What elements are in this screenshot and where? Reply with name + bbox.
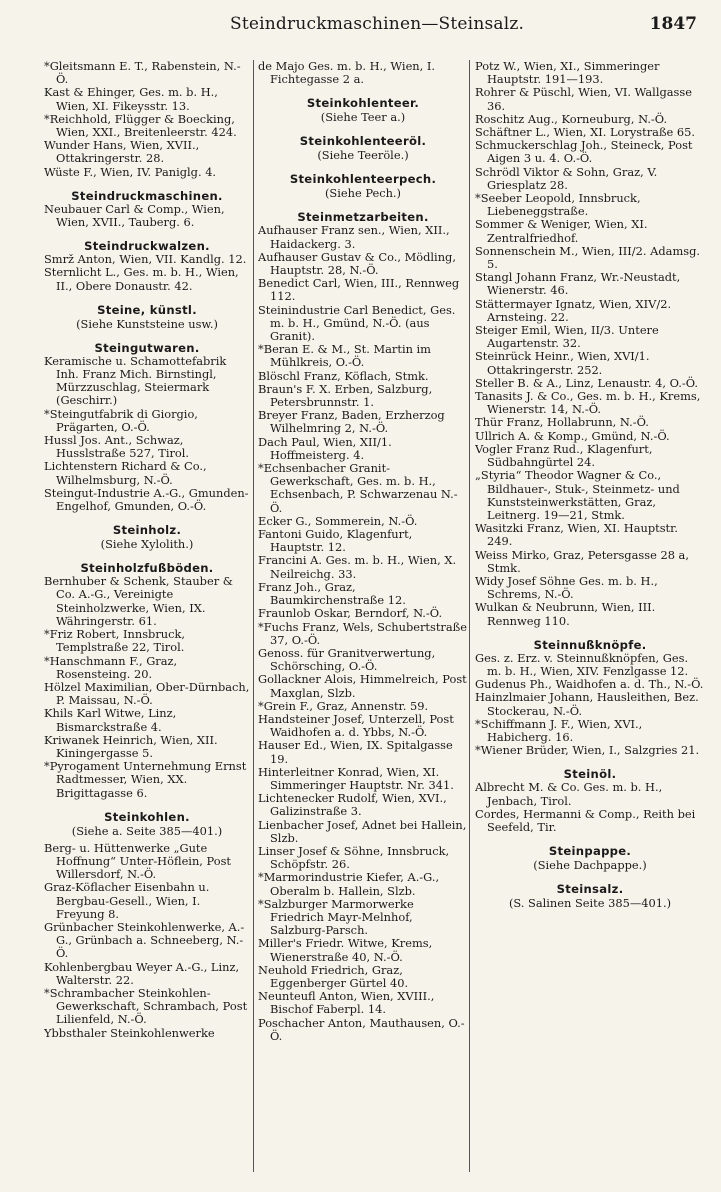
directory-entry: Steinindustrie Carl Benedict, Ges. m. b. H., Gmünd, N.-Ö. (aus Granit). [258,302,456,344]
directory-entry: Benedict Carl, Wien, III., Rennweg 112. [258,276,460,304]
see-reference: (Siehe a. Seite 385—401.) [71,823,223,838]
directory-entry: Stättermayer Ignatz, Wien, XIV/2. Arnsteing. 22. [475,296,672,324]
directory-entry: Wasitzki Franz, Wien, XI. Hauptstr. 249. [475,521,678,549]
directory-entry: Kriwanek Heinrich, Wien, XII. Kiningergasse 5. [44,732,218,760]
section-heading: Steinkohlen. [104,809,190,824]
see-reference: (Siehe Xylolith.) [100,537,194,552]
directory-entry: Kohlenbergbau Weyer A.-G., Linz, Walterstr. 22. [44,959,240,987]
directory-entry: Rohrer & Püschl, Wien, VI. Wallgasse 36. [475,85,692,113]
see-reference: (Siehe Dachpappe.) [533,858,647,873]
directory-entry: Wüste F., Wien, IV. Paniglg. 4. [44,164,217,179]
directory-entry: Neuhold Friedrich, Graz, Eggenberger Gürtel 40. [258,962,409,990]
directory-entry: *Marmorindustrie Kiefer, A.-G., Oberalm b. Hallein, Slzb. [258,870,440,898]
directory-entry: Schrödl Viktor & Sohn, Graz, V. Griesplatz 28. [475,164,658,192]
directory-entry: Steller B. & A., Linz, Lenaustr. 4, O.-Ö. [475,375,699,390]
directory-entry: Khils Karl Witwe, Linz, Bismarckstraße 4. [44,706,177,734]
directory-entry: *Steingutfabrik di Giorgio, Prägarten, O.-Ö. [44,406,198,434]
directory-entry: Graz-Köflacher Eisenbahn u. Bergbau-Gesell., Wien, I. Freyung 8. [44,880,210,921]
directory-entry: Stangl Johann Franz, Wr.-Neustadt, Wienerstr. 46. [475,270,681,298]
directory-entry: Hussl Jos. Ant., Schwaz, Husslstraße 527, Tirol. [44,433,190,461]
directory-entry: Neunteufl Anton, Wien, XVIII., Bischof Faberpl. 14. [258,989,435,1017]
directory-entry: Dach Paul, Wien, XII/1. Hoffmeisterg. 4. [258,434,392,462]
directory-entry: Gollackner Alois, Himmelreich, Post Maxglan, Slzb. [258,672,467,700]
directory-entry: „Styria“ Theodor Wagner & Co., Bildhauer-, Stuk-, Steinmetz- und Kunststeinwerkstätten, Graz, Leitnerg. 19—21, Stmk. [475,468,680,522]
directory-entry: *Schiffmann J. F., Wien, XVI., Habicherg. 16. [475,716,643,744]
column-right [475,60,705,1185]
directory-entry: Roschitz Aug., Korneuburg, N.-Ö. [475,111,668,126]
directory-entry: *Salzburger Marmorwerke Friedrich Mayr-Melnhof, Salzburg-Parsch. [258,896,414,938]
directory-entry: Hinterleitner Konrad, Wien, XI. Simmeringer Hauptstr. Nr. 341. [258,764,454,792]
section-heading: Steingutwaren. [94,340,200,355]
directory-entry: *Seeber Leopold, Innsbruck, Liebeneggstraße. [475,191,641,219]
directory-entry: Aufhauser Gustav & Co., Mödling, Hauptstr. 28, N.-Ö. [258,249,456,278]
column-divider [253,60,254,1172]
directory-entry: Genoss. für Granitverwertung, Schörsching, O.-Ö. [258,645,436,674]
directory-entry: Lichtenstern Richard & Co., Wilhelmsburg, N.-Ö. [44,459,207,487]
section-heading: Steinholzfußböden. [80,561,214,576]
see-reference: (Siehe Pech.) [324,186,401,201]
directory-entry: Handsteiner Josef, Unterzell, Post Waidhofen a. d. Ybbs, N.-Ö. [258,711,454,740]
directory-entry: Francini A. Ges. m. b. H., Wien, X. Neilreichg. 33. [258,553,457,581]
directory-entry: Keramische u. Schamottefabrik Inh. Franz Mich. Birnstingl, Mürzzuschlag, Steiermark (Geschirr.) [44,353,227,408]
directory-entry: Blöschl Franz, Köflach, Stmk. [258,368,429,383]
section-heading: Steinmetzarbeiten. [297,210,429,225]
section-heading: Steindruckwalzen. [84,239,210,254]
directory-entry: Grünbacher Steinkohlenwerke, A.-G., Grünbach a. Schneeberg, N.-Ö. [44,919,245,961]
directory-entry: Breyer Franz, Baden, Erzherzog Wilhelmring 2, N.-Ö. [258,408,445,436]
running-title: Steindruckmaschinen—Steinsalz. [230,14,525,34]
section-heading: Steinkohlenteer. [306,96,420,111]
section-heading: Steinholz. [112,523,182,538]
directory-entry: Tanasits J. & Co., Ges. m. b. H., Krems, Wienerstr. 14, N.-Ö. [475,389,701,417]
directory-entry: Braun's F. X. Erben, Salzburg, Petersbrunnstr. 1. [258,381,433,410]
directory-entry: Steingut-Industrie A.-G., Gmunden-Engelhof, Gmunden, O.-Ö. [44,485,249,514]
directory-entry: Franz Joh., Graz, Baumkirchenstraße 12. [258,579,406,608]
section-heading: Steinkohlenteeröl. [299,134,427,149]
directory-entry: Fantoni Guido, Klagenfurt, Hauptstr. 12. [258,527,413,555]
see-reference: (Siehe Kunststeine usw.) [76,316,218,331]
directory-entry: Bernhuber & Schenk, Stauber & Co. A.-G., Vereinigte Steinholzwerke, Wien, IX. Währingerstr. 61. [44,574,233,628]
directory-entry: Ecker G., Sommerein, N.-Ö. [258,513,418,528]
directory-entry: Linser Josef & Söhne, Innsbruck, Schöpfstr. 26. [258,843,450,872]
directory-entry: Smrž Anton, Wien, VII. Kandlg. 12. [44,252,247,267]
section-heading: Steinsalz. [556,882,624,897]
section-heading: Steine, künstl. [97,302,197,317]
section-heading: Steinöl. [563,767,617,782]
section-heading: Steinpappe. [548,844,632,859]
directory-entry: Potz W., Wien, XI., Simmeringer Hauptstr. 191—193. [475,60,660,87]
column-divider [469,60,470,1172]
directory-entry: Schmuckerschlag Joh., Steineck, Post Aigen 3 u. 4. O.-Ö. [475,138,693,166]
directory-entry: Poschacher Anton, Mauthausen, O.-Ö. [258,1015,465,1043]
directory-entry: *Pyrogament Unternehmung Ernst Radtmesser, Wien, XX. Brigittagasse 6. [44,759,247,800]
see-reference: (Siehe Teeröle.) [317,148,409,163]
directory-entry: Cordes, Hermanni & Comp., Reith bei Seefeld, Tir. [475,806,696,834]
page-header [0,10,721,40]
directory-entry: Thür Franz, Hollabrunn, N.-Ö. [475,415,649,430]
section-heading: Steinkohlenteerpech. [289,172,437,187]
column-middle [258,60,468,1185]
directory-entry: Ullrich A. & Komp., Gmünd, N.-Ö. [475,428,670,443]
directory-entry: Lichtenecker Rudolf, Wien, XVI., Galizinstraße 3. [258,791,447,819]
page-number: 1847 [649,14,697,34]
directory-entry: Albrecht M. & Co. Ges. m. b. H., Jenbach, Tirol. [475,780,663,808]
directory-entry: Berg- u. Hüttenwerke „Gute Hoffnung“ Unter-Höflein, Post Willersdorf, N.-Ö. [44,840,232,882]
directory-entry: Vogler Franz Rud., Klagenfurt, Südbahngürtel 24. [475,441,653,470]
directory-entry: Kast & Ehinger, Ges. m. b. H., Wien, XI. Fikeysstr. 13. [44,85,218,113]
see-reference: (Siehe Teer a.) [320,110,406,125]
directory-entry: Widy Josef Söhne Ges. m. b. H., Schrems, N.-Ö. [475,573,658,602]
directory-entry: Steiger Emil, Wien, II/3. Untere Augartenstr. 32. [475,323,659,351]
directory-entry: Sternlicht L., Ges. m. b. H., Wien, II., Obere Donaustr. 42. [44,265,239,293]
directory-entry: Hainzlmaier Johann, Hausleithen, Bez. Stockerau, N.-Ö. [475,690,699,718]
directory-entry: *Hanschmann F., Graz, Rosensteing. 20. [44,653,178,681]
directory-entry: Sommer & Weniger, Wien, XI. Zentralfriedhof. [475,217,648,245]
section-heading: Steinnußknöpfe. [533,637,647,652]
directory-entry: *Beran E. & M., St. Martin im Mühlkreis, O.-Ö. [258,342,431,370]
directory-entry: Miller's Friedr. Witwe, Krems, Wienerstraße 40, N.-Ö. [258,936,433,964]
directory-entry: Neubauer Carl & Comp., Wien, Wien, XVII., Tauberg. 6. [44,201,225,230]
column-left [44,60,250,1185]
directory-entry: Gudenus Ph., Waidhofen a. d. Th., N.-Ö. [475,677,704,692]
directory-entry: Fraunlob Oskar, Berndorf, N.-Ö. [258,606,443,621]
directory-entry: *Gleitsmann E. T., Rabenstein, N.-Ö. [44,60,241,87]
directory-entry: Ges. z. Erz. v. Steinnußknöpfen, Ges. m. b. H., Wien, XIV. Fenzlgasse 12. [475,650,689,678]
directory-entry: *Friz Robert, Innsbruck, Templstraße 22, Tirol. [44,627,186,655]
directory-entry: Weiss Mirko, Graz, Petersgasse 28 a, Stmk. [475,547,689,575]
directory-entry: Wunder Hans, Wien, XVII., Ottakringerstr. 28. [44,138,200,166]
directory-entry: *Grein F., Graz, Annenstr. 59. [258,698,429,713]
directory-entry: Ybbsthaler Steinkohlenwerke [44,1025,215,1040]
directory-entry: Schäftner L., Wien, XI. Lorystraße 65. [475,125,696,140]
directory-entry: Aufhauser Franz sen., Wien, XII., Haidackerg. 3. [258,223,450,251]
section-heading: Steindruckmaschinen. [71,188,223,203]
directory-entry: *Reichhold, Flügger & Boecking, Wien, XXI., Breitenleerstr. 424. [44,111,237,140]
directory-entry: Hauser Ed., Wien, IX. Spitalgasse 19. [258,738,453,766]
directory-entry: *Fuchs Franz, Wels, Schubertstraße 37, O.-Ö. [258,619,468,647]
directory-entry: Lienbacher Josef, Adnet bei Hallein, Slzb. [258,817,467,845]
directory-entry: *Schrambacher Steinkohlen-Gewerkschaft, Schrambach, Post Lilienfeld, N.-Ö. [44,985,248,1027]
directory-entry: Wulkan & Neubrunn, Wien, III. Rennweg 110. [475,600,656,628]
directory-entry: de Majo Ges. m. b. H., Wien, I. Fichtegasse 2 a. [258,60,436,87]
directory-entry: Hölzel Maximilian, Ober-Dürnbach, P. Maissau, N.-Ö. [44,679,250,708]
directory-entry: Steinrück Heinr., Wien, XVI/1. Ottakringerstr. 252. [475,349,650,377]
directory-entry: *Echsenbacher Granit-Gewerkschaft, Ges. m. b. H., Echsenbach, P. Schwarzenau N.-Ö. [258,461,458,515]
directory-entry: *Wiener Brüder, Wien, I., Salzgries 21. [475,743,700,758]
see-reference: (S. Salinen Seite 385—401.) [508,896,672,911]
directory-entry: Sonnenschein M., Wien, III/2. Adamsg. 5. [475,243,700,272]
